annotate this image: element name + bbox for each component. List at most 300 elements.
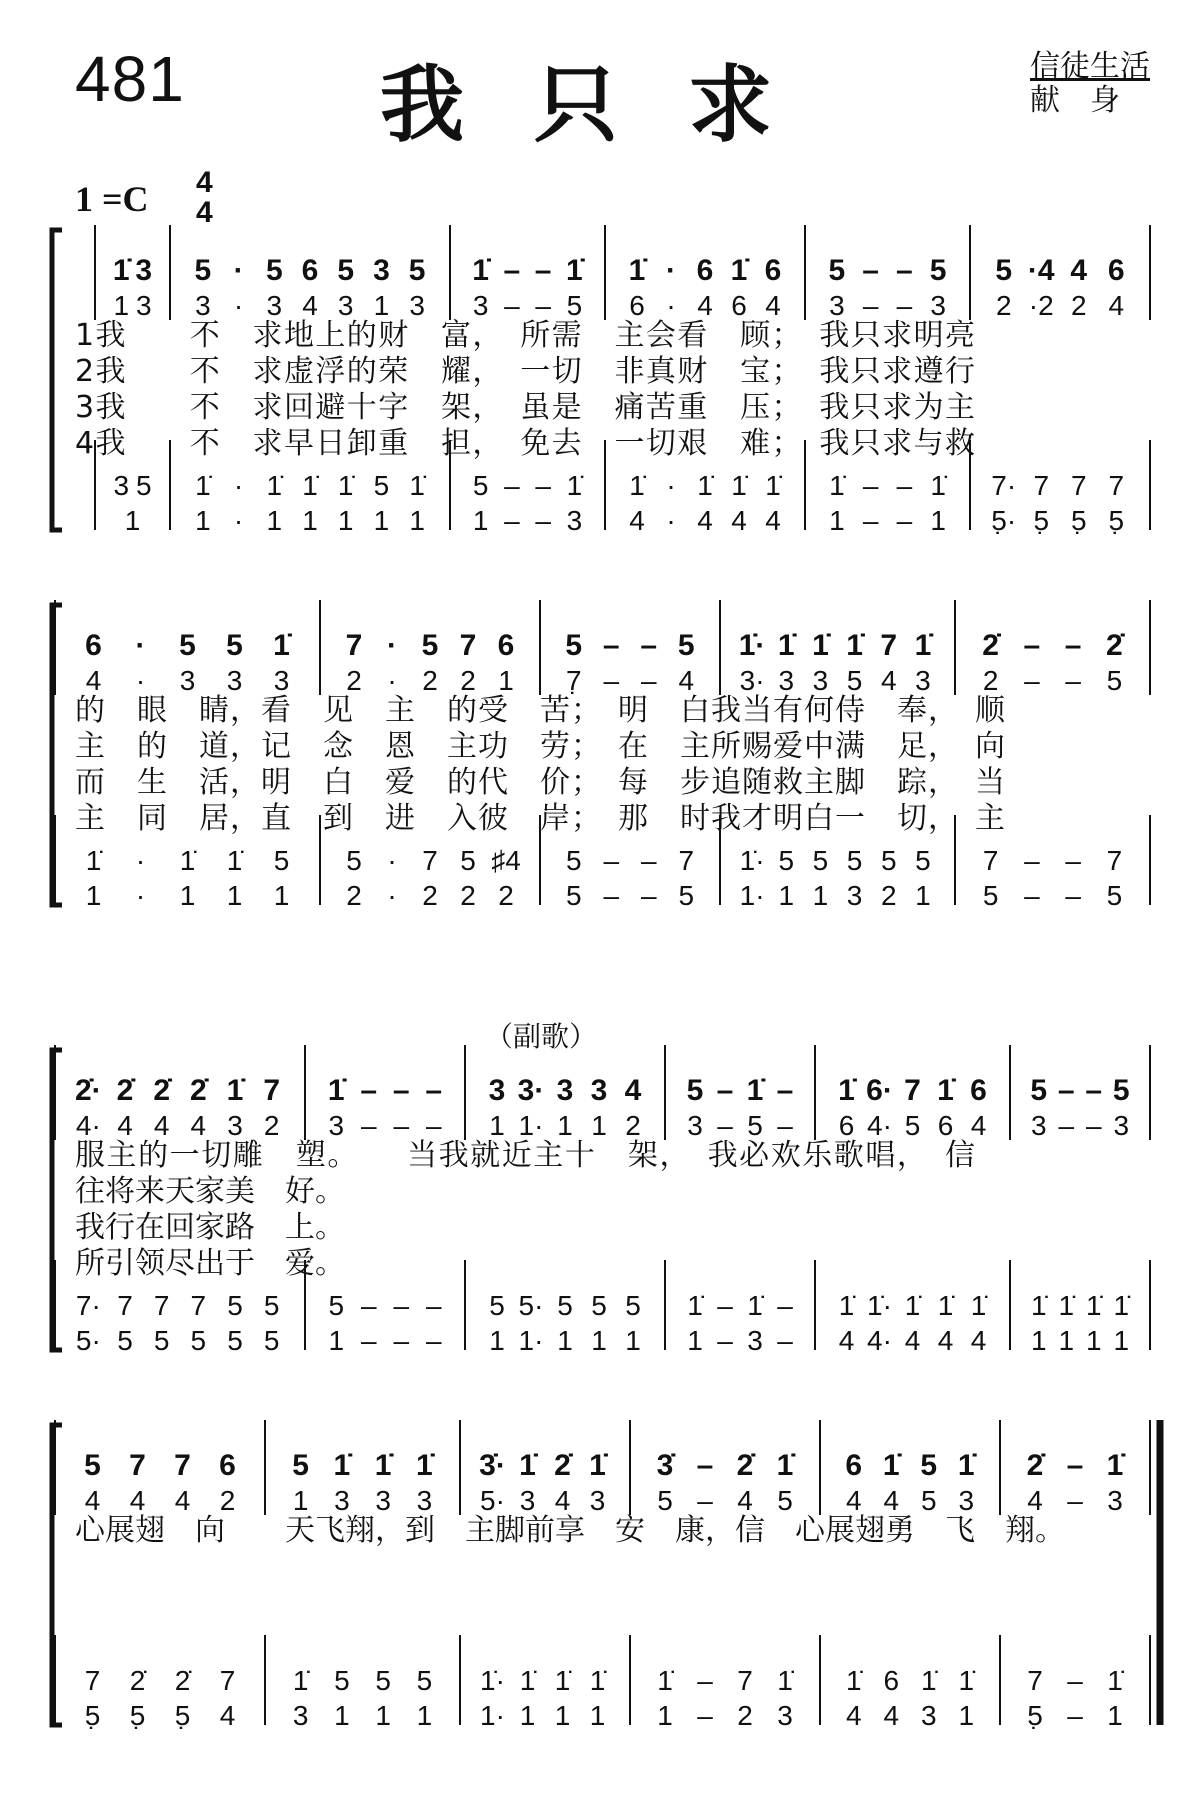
soprano-note: 1̇ [416, 1449, 433, 1482]
tenor-note: 5 [416, 1665, 433, 1696]
soprano-note: – [602, 629, 620, 662]
lyric-line: 主 的 道，记 念 恩 主功 劳； 在 主所赐爱中满 足， 向 [75, 729, 1005, 764]
tenor-note: 7 [982, 845, 999, 876]
alto-note: 4 [883, 1485, 900, 1516]
alto-note: 4 [765, 290, 781, 321]
bass-note: · [233, 505, 244, 536]
bass-note: · [135, 880, 146, 911]
soprano-note: 6 [85, 629, 102, 662]
soprano-note: – [716, 1074, 734, 1107]
tenor-note: 1̇ [845, 1665, 862, 1696]
soprano-note: 2̇ [736, 1449, 754, 1482]
alto-note: 6 [937, 1110, 954, 1141]
tenor-note: 1̇ [179, 845, 196, 876]
alto-note: 3 [334, 1485, 350, 1516]
alto-note: 3 [589, 1485, 606, 1516]
bass-note: 3 [292, 1700, 309, 1731]
tenor-note: – [425, 1290, 442, 1321]
tenor-note: 5 [625, 1290, 641, 1321]
tenor-note: 1̇ [920, 1665, 937, 1696]
lyric-line: 我行在回家路 上。 [75, 1210, 345, 1245]
bass-note: · [387, 880, 397, 911]
alto-note: 4 [129, 1485, 146, 1516]
soprano-note: – [503, 254, 521, 287]
bass-note: 1 [337, 505, 354, 536]
tenor-note: – [862, 470, 879, 501]
alto-note: 5 [920, 1485, 937, 1516]
bass-note: 4 [904, 1325, 921, 1356]
tenor-note: 5 [373, 470, 390, 501]
soprano-note: 2̇ [1026, 1449, 1044, 1482]
soprano-note: 7 [459, 629, 477, 662]
alto-note: 1 [489, 1110, 505, 1141]
system-bracket [52, 605, 62, 905]
soprano-note: 6 [219, 1449, 236, 1482]
tenor-note: 5 [915, 845, 931, 876]
tenor-note: – [777, 1290, 793, 1321]
alto-note: 7̣ [565, 665, 582, 696]
bass-note: 4· [867, 1325, 892, 1356]
tenor-note: 7 [1033, 470, 1050, 501]
alto-note: 4 [84, 1485, 101, 1516]
tenor-note: 1̇ [629, 470, 645, 501]
alto-note: – [535, 290, 551, 321]
soprano-note: 1̇ [846, 629, 863, 662]
alto-note: – [603, 665, 620, 696]
tenor-note: 5 [880, 845, 897, 876]
tenor-note: 7 [219, 1665, 236, 1696]
tenor-note: 1̇ [731, 470, 747, 501]
alto-note: – [1024, 665, 1040, 696]
alto-note: 4 [302, 290, 318, 321]
alto-note: 3 [179, 665, 196, 696]
soprano-note: 2̇ [116, 1074, 134, 1107]
tenor-note: 5 [489, 1290, 505, 1321]
lyric-line: 服主的一切雕 塑。 当我就近主十 架， 我必欢乐歌唱， 信 [75, 1138, 975, 1173]
tenor-note: 5· [518, 1290, 544, 1321]
bass-note: 1 [915, 880, 931, 911]
alto-note: 4 [153, 1110, 170, 1141]
category-line-2: 献 身 [1030, 83, 1120, 118]
soprano-note: 1̇ [882, 1449, 900, 1482]
soprano-note: 6 [301, 254, 319, 287]
bass-note: – [896, 505, 913, 536]
bass-note: 1 [124, 505, 141, 536]
bass-note: 5̣ [84, 1700, 101, 1731]
soprano-note: · [135, 629, 146, 662]
soprano-note: – [360, 1074, 378, 1107]
tenor-note: 5 [472, 470, 489, 501]
category-line-1: 信徒生活 [1030, 49, 1150, 84]
tenor-note: 1̇ [937, 1290, 954, 1321]
soprano-note: 3· [517, 1074, 545, 1107]
soprano-note: · [666, 254, 676, 287]
alto-note: 3 [958, 1485, 975, 1516]
alto-note: · [666, 290, 676, 321]
tenor-note: 5 [328, 1290, 345, 1321]
tenor-note: 7 [678, 845, 695, 876]
alto-note: 3 [416, 1485, 433, 1516]
soprano-note: 5 [194, 254, 212, 287]
soprano-note: 5 [265, 254, 283, 287]
tenor-note: 1̇ [747, 1290, 763, 1321]
bass-note: 1 [85, 880, 102, 911]
tenor-note: 3 [113, 470, 130, 501]
alto-note: 3 [266, 290, 283, 321]
bass-note: 1· [480, 1700, 505, 1731]
bass-note: 5̣ [1108, 505, 1125, 536]
bass-note: 4 [883, 1700, 900, 1731]
bass-note: 1 [416, 1700, 433, 1731]
bass-note: 1 [778, 880, 795, 911]
alto-note: 1 [591, 1110, 607, 1141]
alto-note: 4 [697, 290, 713, 321]
soprano-note: 6 [764, 254, 782, 287]
soprano-note: 1̇ [914, 629, 932, 662]
tenor-note: 1̇ [1107, 1665, 1123, 1696]
bass-note: 1 [266, 505, 283, 536]
tenor-note: 1̇ [838, 1290, 855, 1321]
tenor-note: 2̇ [174, 1665, 191, 1696]
tenor-note: 7 [1108, 470, 1125, 501]
bass-note: 1 [930, 505, 946, 536]
tenor-note: 1̇ [1058, 1290, 1075, 1321]
tenor-note: 7 [1070, 470, 1087, 501]
tenor-note: 1̇ [687, 1290, 703, 1321]
alto-note: – [697, 1485, 713, 1516]
soprano-note: – [425, 1074, 443, 1107]
tenor-note: – [717, 1290, 733, 1321]
lyric-line: 主 同 居，直 到 进 入彼 岸； 那 时我才明白一 切， 主 [75, 801, 1005, 836]
alto-note: 4 [117, 1110, 133, 1141]
lyric-line: 3我 不 求回避十字 架， 虽是 痛苦重 压； 我只求为主 [75, 390, 975, 425]
bass-note: 5 [153, 1325, 170, 1356]
soprano-note: – [1057, 1074, 1075, 1107]
tenor-note: 7 [422, 845, 438, 876]
bass-note: 1 [554, 1700, 571, 1731]
bass-note: – [717, 1325, 733, 1356]
tenor-note: 1̇ [566, 470, 583, 501]
soprano-note: – [640, 629, 658, 662]
bass-note: 1 [472, 505, 489, 536]
soprano-note: 1̇ [327, 1074, 345, 1107]
tenor-note: 2̇ [129, 1665, 146, 1696]
alto-note: 4 [85, 665, 102, 696]
soprano-note: 1̇ [838, 1074, 855, 1107]
bass-note: 2 [460, 880, 476, 911]
tenor-note: 6 [883, 1665, 900, 1696]
bass-note: 1 [226, 880, 243, 911]
bass-note: 5 [565, 880, 582, 911]
soprano-note: 7 [263, 1074, 281, 1107]
soprano-note: 5 [84, 1449, 101, 1482]
system-bracket [52, 230, 62, 530]
lyric-line: 心展翅 向 天飞翔，到 主脚前享 安 康，信 心展翅勇 飞 翔。 [75, 1513, 1065, 1548]
tenor-note: – [1065, 845, 1081, 876]
tenor-note: 1̇ [292, 1665, 309, 1696]
soprano-note: 6 [497, 629, 515, 662]
tenor-note: 1̇ [829, 470, 845, 501]
time-signature-top: 4 [196, 166, 213, 199]
staff-system [52, 225, 1150, 536]
alto-note: 2 [625, 1110, 641, 1141]
tenor-note: 1̇ [1085, 1290, 1102, 1321]
tenor-note: 5 [812, 845, 829, 876]
alto-note: 3 [1030, 1110, 1047, 1141]
bass-note: 4 [838, 1325, 855, 1356]
alto-note: 2 [346, 665, 362, 696]
tenor-note: 7 [737, 1665, 753, 1696]
bass-note: 3 [846, 880, 863, 911]
alto-note: ·2 [1028, 290, 1054, 321]
bass-note: 1 [625, 1325, 641, 1356]
tenor-note: 5 [557, 1290, 573, 1321]
soprano-note: 2̇ [1106, 629, 1123, 662]
soprano-note: 1̇ [273, 629, 290, 662]
hymn-title: 我只求 [380, 56, 843, 154]
bass-note: 1 [195, 505, 211, 536]
bass-note: 1 [179, 880, 196, 911]
lyric-line: 往将来天家美 好。 [75, 1174, 345, 1209]
bass-note: 1 [557, 1325, 573, 1356]
alto-note: 3 [829, 290, 845, 321]
alto-note: 3 [226, 665, 243, 696]
soprano-note: 5 [179, 629, 196, 662]
tenor-note: 1̇ [930, 470, 946, 501]
alto-note: 4· [867, 1110, 892, 1141]
soprano-note: 5 [408, 254, 426, 287]
alto-note: 3 [1107, 1485, 1123, 1516]
soprano-note: 6 [696, 254, 714, 287]
tenor-note: 7 [1106, 845, 1123, 876]
tenor-note: 1̇ [904, 1290, 921, 1321]
alto-note: 3 [687, 1110, 703, 1141]
tenor-note: 1̇ [1030, 1290, 1047, 1321]
soprano-note: 5 [677, 629, 695, 662]
tenor-note: 1̇ [697, 470, 713, 501]
soprano-note: 7 [880, 629, 898, 662]
alto-note: 5 [566, 290, 583, 321]
soprano-note: 1̇ [812, 629, 829, 662]
alto-note: 1 [292, 1485, 309, 1516]
tenor-note: 1̇ [266, 470, 283, 501]
bass-note: 1 [328, 1325, 345, 1356]
tenor-note: 7· [75, 1290, 101, 1321]
tenor-note: 5 [346, 845, 362, 876]
bass-note: 1 [1113, 1325, 1130, 1356]
soprano-note: 5 [995, 254, 1013, 287]
bass-note: – [425, 1325, 442, 1356]
bass-note: 4 [937, 1325, 954, 1356]
tenor-note: 5 [375, 1665, 391, 1696]
alto-note: 1 [557, 1110, 573, 1141]
lyric-line: 4我 不 求早日卸重 担， 免去 一切艰 难； 我只求与救 [75, 426, 975, 461]
refrain-label: （副歌） [485, 1020, 598, 1053]
tenor-note: – [393, 1290, 410, 1321]
alto-note: – [1065, 665, 1081, 696]
soprano-note: 6 [845, 1449, 863, 1482]
soprano-note: 2̇ [153, 1074, 171, 1107]
bass-note: 2 [498, 880, 514, 911]
bass-note: 4 [697, 505, 713, 536]
bass-note: 5̣ [1027, 1700, 1043, 1731]
soprano-note: 5 [421, 629, 439, 662]
tenor-note: 1̇ [337, 470, 354, 501]
soprano-note: 1̇· [738, 629, 766, 662]
bass-note: – [393, 1325, 410, 1356]
soprano-note: 3̇ [656, 1449, 674, 1482]
alto-note: 1· [518, 1110, 544, 1141]
alto-note: 3 [328, 1110, 345, 1141]
staff-system [52, 1420, 1160, 1731]
alto-note: 4 [678, 665, 695, 696]
tenor-note: 5 [591, 1290, 607, 1321]
alto-note: 3· [739, 665, 765, 696]
tenor-note: 1̇ [589, 1665, 606, 1696]
bass-note: – [1024, 880, 1040, 911]
bass-note: 4 [845, 1700, 862, 1731]
soprano-note: 6· [866, 1074, 893, 1107]
time-signature-bottom: 4 [196, 196, 213, 229]
alto-note: · [135, 665, 146, 696]
tenor-note: 7 [117, 1290, 133, 1321]
bass-note: 2 [422, 880, 438, 911]
tenor-note: 5 [778, 845, 795, 876]
alto-note: 3 [1113, 1110, 1130, 1141]
alto-note: 2 [219, 1485, 236, 1516]
bass-note: 5̣ [129, 1700, 146, 1731]
bass-note: 5 [190, 1325, 207, 1356]
soprano-note: 5 [292, 1449, 309, 1482]
alto-note: 3 [337, 290, 354, 321]
bass-note: 2 [346, 880, 362, 911]
hymn-number: 481 [75, 43, 185, 115]
tenor-note: – [896, 470, 913, 501]
alto-note: 4 [845, 1485, 862, 1516]
tenor-note: ♯4 [491, 845, 521, 876]
tenor-note: – [1024, 845, 1040, 876]
soprano-note: 3 [488, 1074, 506, 1107]
soprano-note: – [1085, 1074, 1103, 1107]
soprano-note: 5 [226, 629, 243, 662]
alto-note: 3 [472, 290, 489, 321]
bass-note: 1 [409, 505, 425, 536]
alto-note: 4 [970, 1110, 987, 1141]
bass-note: 1 [1107, 1700, 1123, 1731]
alto-note: – [896, 290, 913, 321]
soprano-note: 1̇ [746, 1074, 764, 1107]
lyric-line: 的 眼 睛，看 见 主 的受 苦； 明 白我当有何侍 奉， 顺 [75, 693, 1005, 728]
tenor-note: 1̇ [657, 1665, 673, 1696]
alto-note: 3 [778, 665, 795, 696]
tenor-note: 1̇ [226, 845, 243, 876]
tenor-note: 1̇ [302, 470, 318, 501]
soprano-note: – [696, 1449, 714, 1482]
alto-note: 3 [409, 290, 425, 321]
alto-note: 5 [904, 1110, 921, 1141]
soprano-note: 5 [1112, 1074, 1130, 1107]
bass-note: 4 [629, 505, 645, 536]
system-bracket [52, 1050, 62, 1350]
alto-note: – [1085, 1110, 1102, 1141]
soprano-note: 1̇ [226, 1074, 244, 1107]
tenor-note: – [697, 1665, 713, 1696]
bass-note: 1 [1058, 1325, 1075, 1356]
tenor-note: 5 [227, 1290, 243, 1321]
soprano-note: 6 [1107, 254, 1125, 287]
tenor-note: 1̇ [1113, 1290, 1130, 1321]
bass-note: 1 [589, 1700, 606, 1731]
soprano-note: 1̇ [957, 1449, 975, 1482]
lyric-line: 2我 不 求虚浮的荣 耀， 一切 非真财 宝； 我只求遵行 [75, 354, 975, 389]
bass-note: 4 [765, 505, 781, 536]
bass-note: 3 [777, 1700, 793, 1731]
system-bracket [52, 1425, 62, 1725]
bass-note: 1 [1085, 1325, 1102, 1356]
alto-note: – [393, 1110, 410, 1141]
bass-note: 4 [731, 505, 747, 536]
tenor-note: 5 [565, 845, 582, 876]
bass-note: 5 [263, 1325, 280, 1356]
soprano-note: 7 [129, 1449, 146, 1482]
bass-note: 5̣· [991, 505, 1017, 536]
alto-note: – [1067, 1485, 1083, 1516]
alto-note: 4 [190, 1110, 207, 1141]
soprano-note: 6 [970, 1074, 987, 1107]
soprano-note: 5 [565, 629, 583, 662]
alto-note: – [360, 1110, 377, 1141]
soprano-note: 1̇ [937, 1074, 954, 1107]
tenor-note: 7 [153, 1290, 170, 1321]
soprano-note: ·4 [1027, 254, 1055, 287]
tenor-note: – [535, 470, 551, 501]
alto-note: 6 [629, 290, 645, 321]
alto-note: 3 [930, 290, 946, 321]
alto-note: 2 [263, 1110, 280, 1141]
alto-note: – [640, 665, 657, 696]
bass-note: 5̣ [1033, 505, 1050, 536]
alto-note: 2 [982, 665, 999, 696]
alto-note: – [504, 290, 520, 321]
alto-note: 4 [880, 665, 897, 696]
alto-note: 4 [174, 1485, 191, 1516]
alto-note: – [425, 1110, 442, 1141]
alto-note: – [777, 1110, 793, 1141]
bass-note: 5 [1106, 880, 1123, 911]
soprano-note: 2̇ [554, 1449, 571, 1482]
soprano-note: 5 [920, 1449, 938, 1482]
alto-note: 1 [113, 290, 130, 321]
tenor-note: 5 [273, 845, 290, 876]
bass-note: 5 [117, 1325, 133, 1356]
tenor-note: · [135, 845, 146, 876]
soprano-note: 1̇ [730, 254, 748, 287]
bass-note: 1 [687, 1325, 703, 1356]
soprano-note: 7 [174, 1449, 191, 1482]
soprano-note: 1̇ [776, 1449, 794, 1482]
tenor-note: · [666, 470, 676, 501]
tenor-note: 1̇ [85, 845, 102, 876]
bass-note: – [504, 505, 520, 536]
bass-note: 4 [219, 1700, 236, 1731]
tenor-note: 1̇ [958, 1665, 975, 1696]
tenor-note: 1̇ [970, 1290, 987, 1321]
bass-note: · [666, 505, 676, 536]
soprano-note: 3 [135, 254, 153, 287]
alto-note: 3 [273, 665, 290, 696]
lyric-line: 所引领尽出于 爱。 [75, 1246, 345, 1281]
soprano-note: 3̇· [479, 1449, 506, 1482]
